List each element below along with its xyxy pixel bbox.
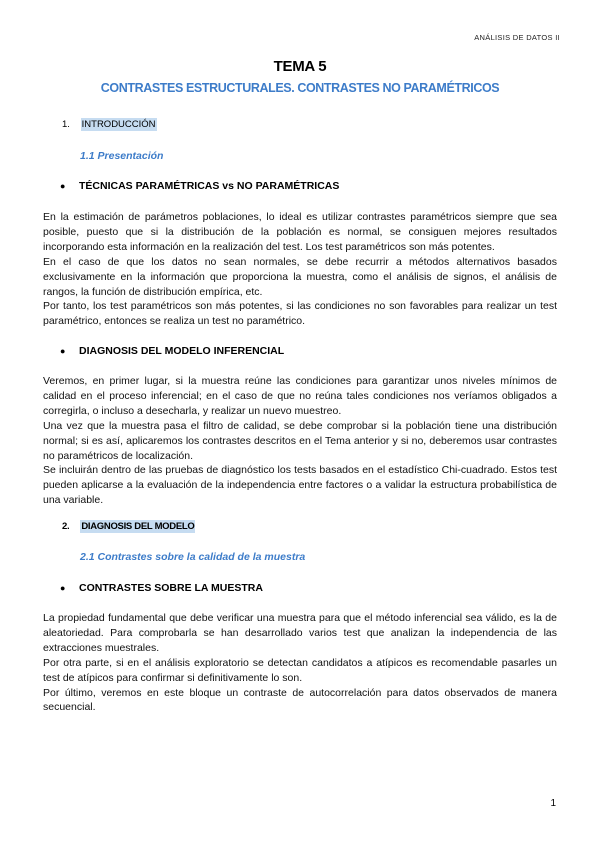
section-2-heading [62,521,195,532]
bullet-title: TÉCNICAS PARAMÉTRICAS vs NO PARAMÉTRICAS [79,180,340,192]
paragraph: Por último, veremos en este bloque un contraste de autocorrelación para datos observados de manera secuencial. [43,686,557,714]
bullet-heading-sample [60,582,263,594]
section-2-number: 2. [62,521,70,532]
bullet-heading-techniques [60,180,339,192]
paragraph: Veremos, en primer lugar, si la muestra reúne las condiciones para garantizar unos niveles mínimos de calidad en el proceso inferencial; en el caso de que no reúna tales condiciones nos veríamos obligados a corregirla, o incluso a desecharla, y realizar un nuevo muestreo. [43,375,557,417]
page-title: TEMA 5 [273,58,327,75]
subsection-1-1-heading: 1.1 Presentación [80,150,164,162]
sample-paragraphs [43,611,557,715]
subsection-2-1-heading: 2.1 Contrastes sobre la calidad de la muestra [80,551,306,563]
section-1-number: 1. [62,119,70,130]
section-1-title: INTRODUCCIÓN [81,119,156,130]
page-subtitle: CONTRASTES ESTRUCTURALES. CONTRASTES NO PARAMÉTRICOS [100,81,500,95]
bullet-heading-diagnosis [60,345,284,357]
paragraph: En la estimación de parámetros poblaciones, lo ideal es utilizar contrastes paramétricos siempre que sea posible, puesto que si la distribución de la población es normal, se consiguen mejores resultados incorporando esta información en la realización del test. Los test paramétricos son más potentes. [43,211,557,253]
page-number: 1 [550,798,556,809]
paragraph: Una vez que la muestra pasa el filtro de calidad, se debe comprobar si la población tiene una distribución normal; si es así, aplicaremos los contrastes descritos en el Tema anterior y si no, deberemos usar contrastes no paramétricos de localización. [43,419,557,462]
bullet-dot-icon: ● [60,583,66,593]
paragraph: Por tanto, los test paramétricos son más potentes, si las condiciones no son favorables para realizar un test paramétrico, entonces se realiza un test no paramétrico. [43,300,557,328]
techniques-paragraphs [43,210,557,329]
section-1-heading [62,119,157,130]
paragraph: La propiedad fundamental que debe verificar una muestra para que el método inferencial sea válido, es la de aleatoriedad. Para comprobarla se han desarrollado varios test que analizan la independencia de las extracciones muestrales. [43,612,557,654]
paragraph: Por otra parte, si en el análisis exploratorio se detectan candidatos a atípicos es recomendable pasarles un test de atípicos para confirmar si definitivamente lo son. [43,656,557,684]
paragraph: En el caso de que los datos no sean normales, se debe recurrir a métodos alternativos basados exclusivamente en la información que proporciona la muestra, como el análisis de signos, el análisis de rangos, la función de distribución empírica, etc. [43,255,557,298]
diagnosis-paragraphs [43,374,557,508]
paragraph: Se incluirán dentro de las pruebas de diagnóstico los tests basados en el estadístico Chi-cuadrado. Estos test pueden aplicarse a la evaluación de la independencia entre factores o a validar la estructura probabilística de una variable. [43,464,557,507]
course-header: ANÁLISIS DE DATOS II [474,33,560,42]
bullet-title: CONTRASTES SOBRE LA MUESTRA [79,582,263,594]
bullet-title: DIAGNOSIS DEL MODELO INFERENCIAL [79,345,285,357]
bullet-dot-icon: ● [60,181,66,191]
section-2-title: DIAGNOSIS DEL MODELO [81,521,195,532]
bullet-dot-icon: ● [60,346,66,356]
